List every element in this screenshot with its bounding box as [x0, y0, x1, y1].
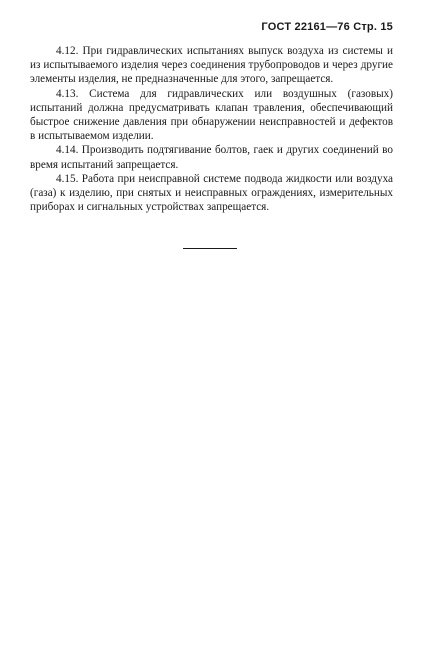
- paragraph-4-15: 4.15. Работа при неисправной системе подвода жидкости или воздуха (газа) к изделию, при снятых и неисправных ограждениях, измерительных приборах и сигнальных устройствах запрещается.: [30, 172, 393, 214]
- end-of-section-rule: [183, 248, 237, 249]
- paragraph-4-14: 4.14. Производить подтягивание болтов, гаек и других соединений во время испытаний запрещается.: [30, 144, 393, 171]
- paragraph-4-12: 4.12. При гидравлических испытаниях выпуск воздуха из системы и из испытываемого изделия через соединения трубопроводов и через другие элементы изделия, не предназначенные для этого, запрещается.: [30, 45, 393, 86]
- body-text: [30, 44, 393, 214]
- running-header: ГОСТ 22161—76 Стр. 15: [261, 21, 393, 33]
- paragraph-4-13: 4.13. Система для гидравлических или воздушных (газовых) испытаний должна предусматривать клапан травления, обеспечивающий быстрое снижение давления при обнаружении неисправностей и дефектов в испытываемом изделии.: [30, 87, 393, 143]
